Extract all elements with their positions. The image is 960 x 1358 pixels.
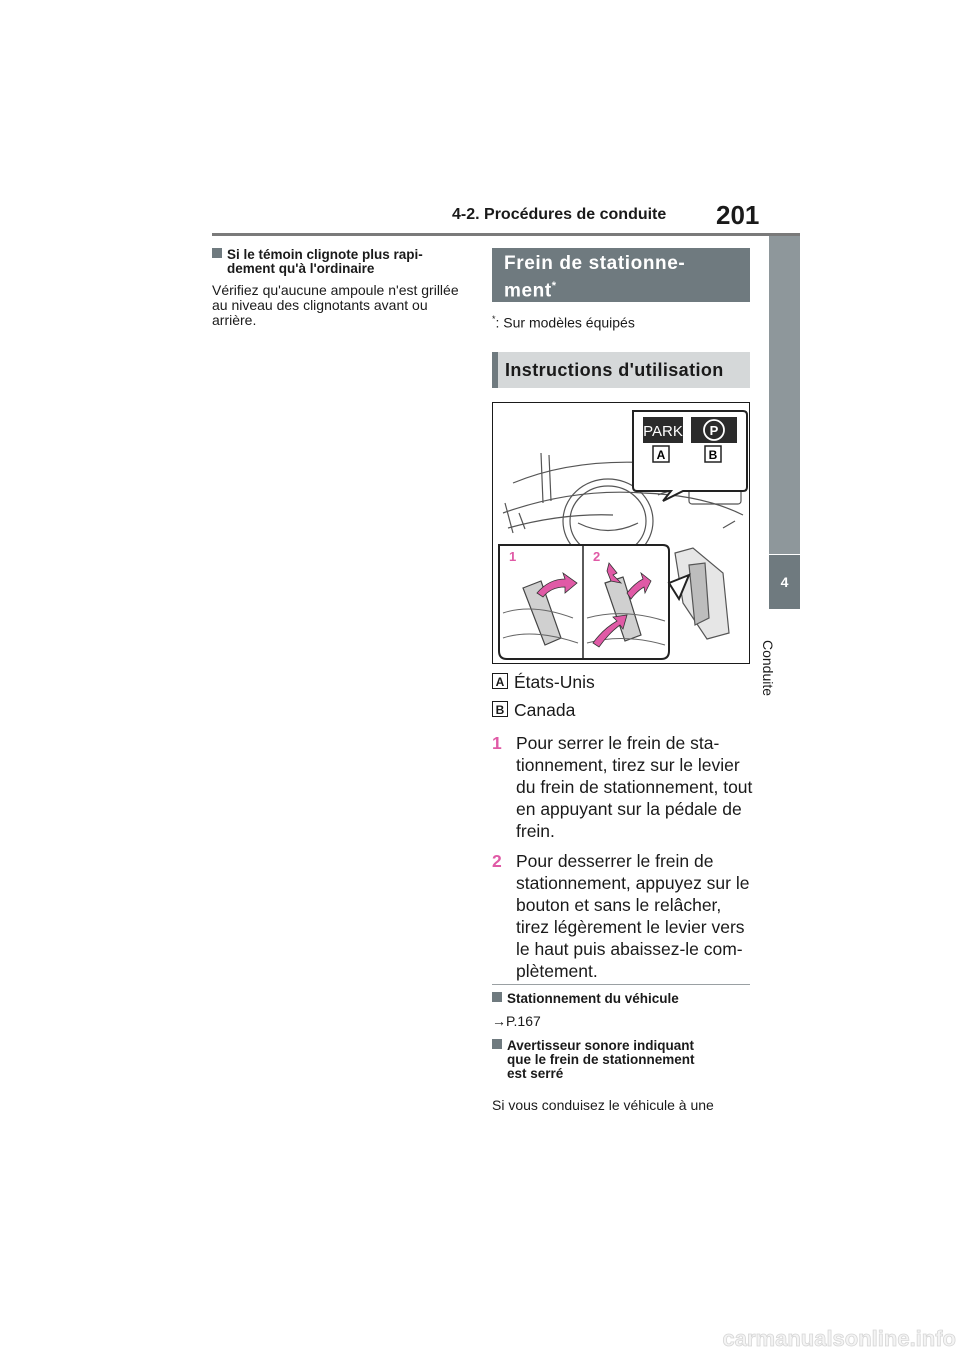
svg-text:carmanualsonline.info: carmanualsonline.info: [722, 1326, 956, 1351]
bullet-square-icon: [212, 248, 222, 258]
section-title: 4-2. Procédures de conduite: [452, 206, 667, 223]
footnote: *: Sur modèles équipés: [492, 314, 635, 331]
svg-text:B: B: [708, 448, 718, 462]
dashboard-drawing: [493, 403, 749, 663]
side-tab-bar: [769, 236, 800, 554]
note-heading-parking: Stationnement du véhicule: [492, 992, 750, 1006]
watermark-logo: [720, 1316, 960, 1358]
legend-item-b: B Canada: [492, 700, 575, 721]
instruction-steps: [492, 732, 754, 990]
svg-text:PARK: PARK: [643, 423, 683, 440]
section-heading: Frein de stationne- ment*: [492, 248, 750, 302]
bullet-square-icon: [492, 992, 502, 1002]
svg-text:2: 2: [593, 549, 601, 564]
divider: [492, 984, 750, 985]
page-number: 201: [716, 200, 760, 230]
legend-item-a: A États-Unis: [492, 672, 595, 693]
page-reference-link[interactable]: →P.167: [492, 1013, 541, 1029]
note-heading-buzzer: Avertisseur sonore indiquant que le frein de stationnement est serré: [492, 1039, 750, 1081]
step-item: 1 Pour serrer le frein de sta-tionnement, tirez sur le levier du frein de stationnement, tout en appuyant sur la pédale de frein.: [492, 733, 753, 841]
parking-brake-illustration: [492, 402, 750, 664]
chapter-number: 4: [769, 555, 800, 609]
header-divider: [212, 233, 800, 236]
subsection-heading: Instructions d'utilisation: [492, 352, 750, 388]
note-body-buzzer: Si vous conduisez le véhicule à une: [492, 1097, 714, 1113]
svg-text:1: 1: [509, 549, 517, 564]
left-note-heading: Si le témoin clignote plus rapi- dement qu'à l'ordinaire: [212, 248, 462, 276]
bullet-square-icon: [492, 1039, 502, 1049]
chapter-label: Conduite: [760, 640, 776, 697]
step-item: 2 Pour desserrer le frein de stationnement, appuyez sur le bouton et sans le relâcher, tirez légèrement le levier vers le haut puis abaissez-le com-plètement.: [492, 851, 750, 981]
left-note-body: Vérifiez qu'aucune ampoule n'est grillée au niveau des clignotants avant ou arrière.: [212, 282, 459, 328]
svg-text:A: A: [656, 448, 666, 462]
svg-text:P: P: [709, 423, 719, 438]
